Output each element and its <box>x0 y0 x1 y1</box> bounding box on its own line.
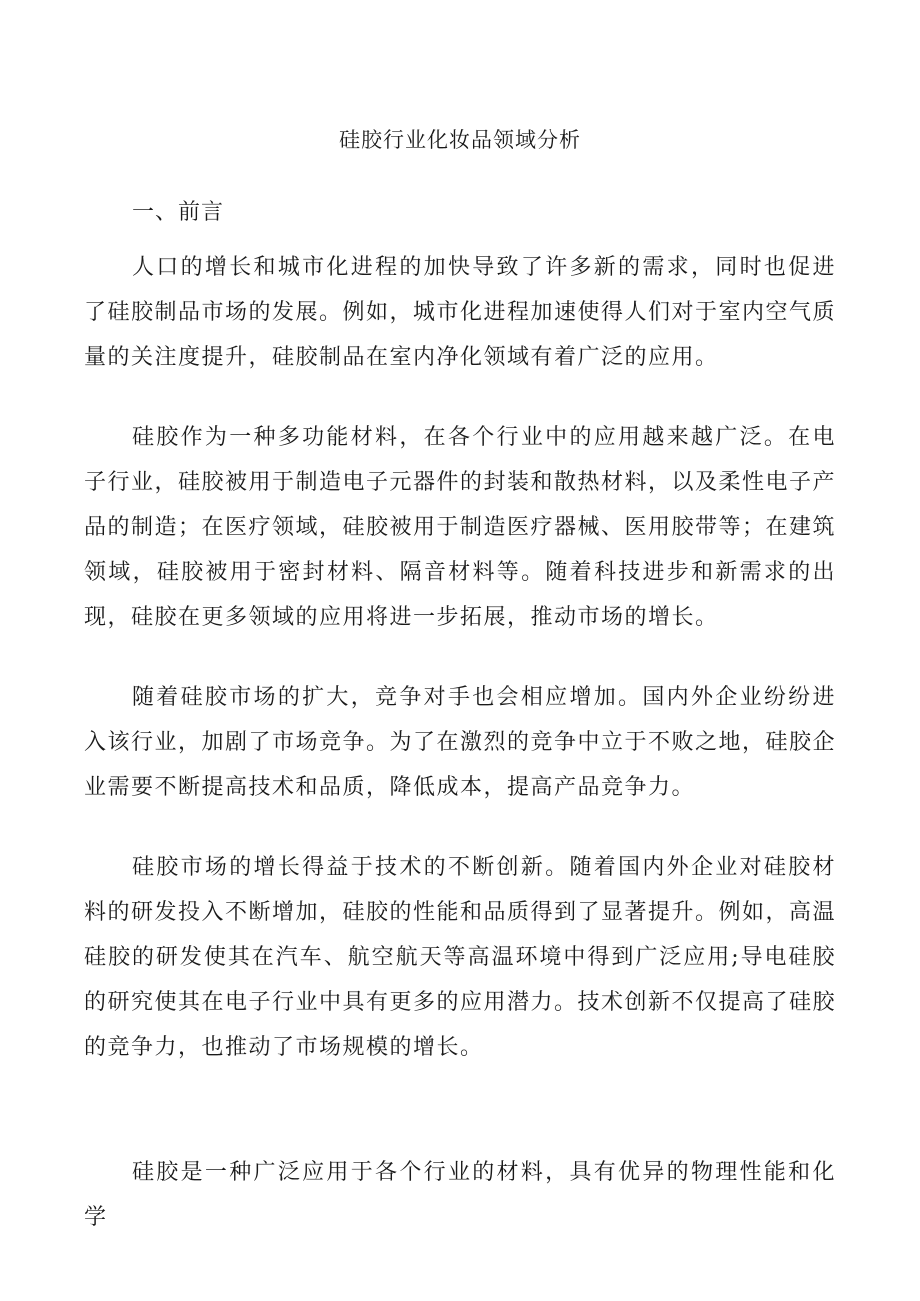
document-title: 硅胶行业化妆品领域分析 <box>339 128 581 152</box>
paragraph: 人口的增长和城市化进程的加快导致了许多新的需求，同时也促进了硅胶制品市场的发展。例如，城市化进程加速使得人们对于室内空气质量的关注度提升，硅胶制品在室内净化领域有着广泛的应用。 <box>84 255 837 370</box>
paragraph: 硅胶作为一种多功能材料，在各个行业中的应用越来越广泛。在电子行业，硅胶被用于制造电子元器件的封装和散热材料，以及柔性电子产品的制造；在医疗领域，硅胶被用于制造医疗器械、医用胶带等；在建筑领域，硅胶被用于密封材料、隔音材料等。随着科技进步和新需求的出现，硅胶在更多领域的应用将进一步拓展，推动市场的增长。 <box>84 425 837 630</box>
paragraph: 硅胶市场的增长得益于技术的不断创新。随着国内外企业对硅胶材料的研发投入不断增加，硅胶的性能和品质得到了显著提升。例如，高温硅胶的研发使其在汽车、航空航天等高温环境中得到广泛应用;导电硅胶的研究使其在电子行业中具有更多的应用潜力。技术创新不仅提高了硅胶的竞争力，也推动了市场规模的增长。 <box>84 855 837 1060</box>
section-heading: 一、前言 <box>132 200 225 225</box>
paragraph: 随着硅胶市场的扩大，竞争对手也会相应增加。国内外企业纷纷进入该行业，加剧了市场竞争。为了在激烈的竞争中立于不败之地，硅胶企业需要不断提高技术和品质，降低成本，提高产品竞争力。 <box>84 685 837 800</box>
paragraph: 硅胶是一种广泛应用于各个行业的材料，具有优异的物理性能和化学 <box>84 1160 836 1230</box>
